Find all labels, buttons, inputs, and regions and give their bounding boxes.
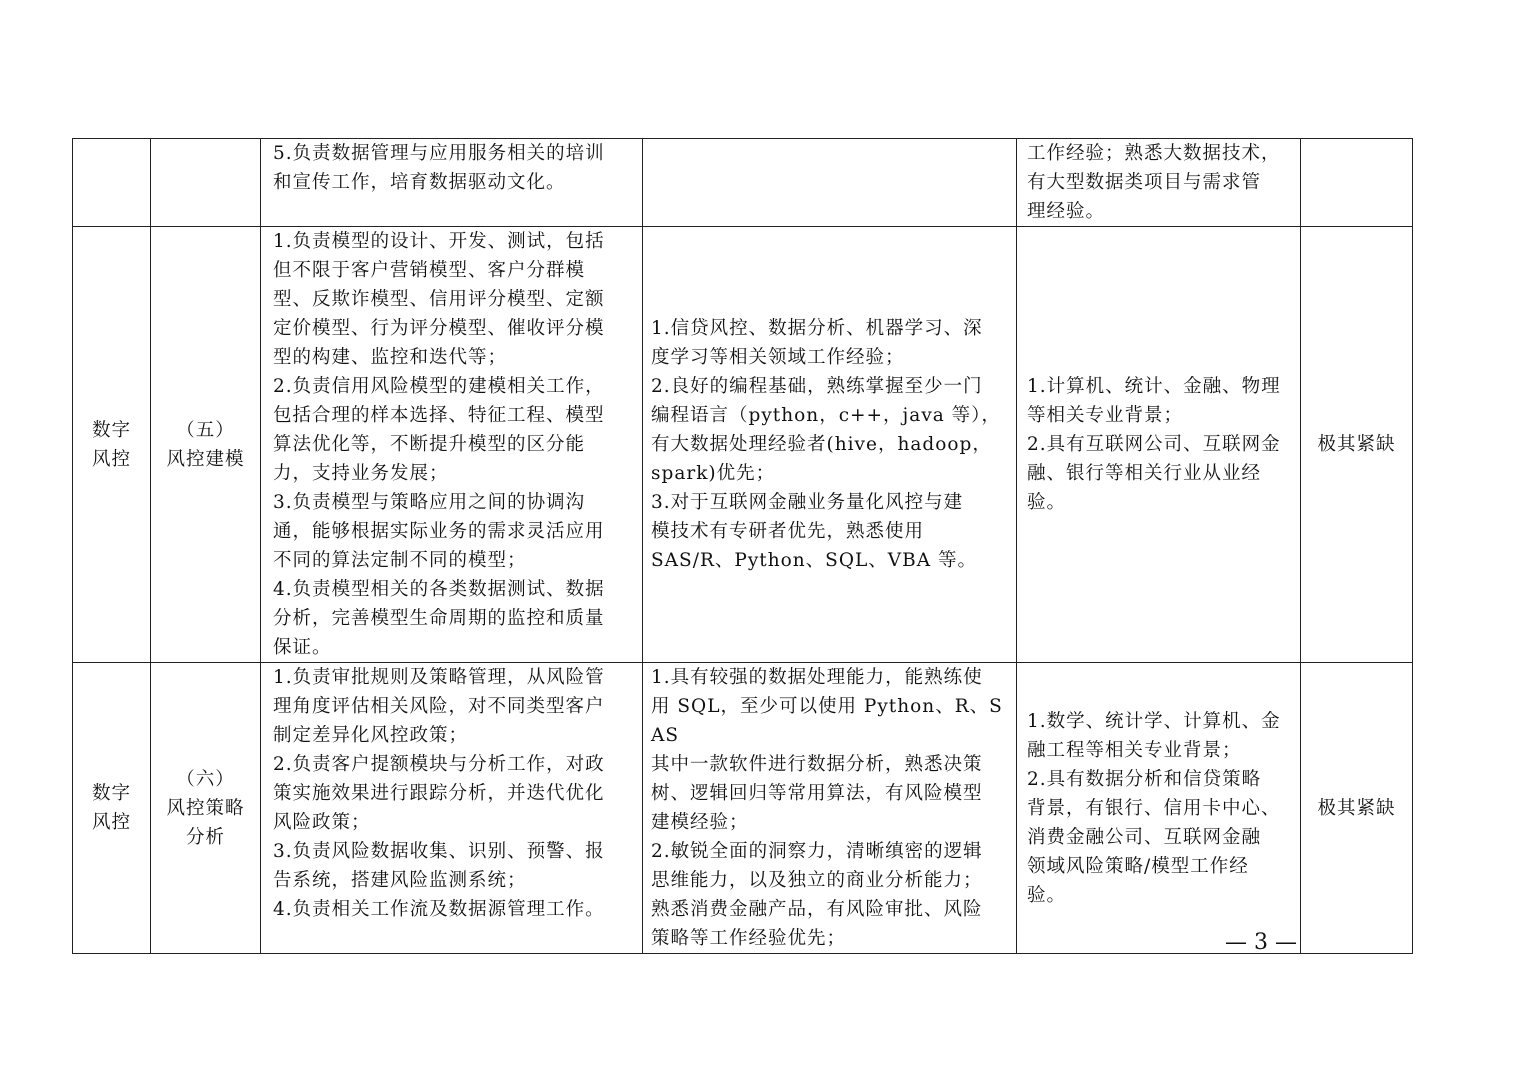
- table-row: [73, 663, 1413, 954]
- duties-cell: [261, 227, 643, 663]
- duty-line: 分析，完善模型生命周期的监控和质量: [273, 608, 605, 629]
- requirement-line: SAS/R、Python、SQL、VBA 等。: [651, 550, 977, 571]
- requirement-line: 编程语言（python，c++，java 等），: [651, 405, 1001, 426]
- duty-line: 不同的算法定制不同的模型；: [273, 550, 527, 571]
- requirements-cell: [643, 139, 1017, 227]
- background-line: 有大型数据类项目与需求管: [1027, 172, 1262, 193]
- duty-line: 型的构建、监控和迭代等；: [273, 347, 508, 368]
- position-line: 风控策略: [166, 797, 245, 819]
- duty-line: 保证。: [273, 637, 332, 658]
- duty-line: 3.负责模型与策略应用之间的协调沟: [273, 492, 586, 513]
- position-line: （六）: [176, 768, 235, 790]
- category-cell: [73, 139, 151, 227]
- background-cell: [1017, 227, 1301, 663]
- duty-line: 理角度评估相关风险，对不同类型客户: [273, 696, 605, 717]
- table-row: [73, 227, 1413, 663]
- background-line: 背景，有银行、信用卡中心、: [1027, 797, 1281, 819]
- background-line: 验。: [1027, 492, 1067, 513]
- background-line: 2.具有数据分析和信贷策略: [1027, 768, 1262, 790]
- position-cell: [151, 663, 261, 954]
- duties-cell: [261, 663, 643, 954]
- duty-line: 算法优化等，不断提升模型的区分能: [273, 434, 586, 455]
- talent-demand-table: [72, 138, 1413, 954]
- category-line: 数字: [91, 419, 131, 441]
- background-cell: [1017, 139, 1301, 227]
- background-cell: [1017, 663, 1301, 954]
- duty-line: 和宣传工作，培育数据驱动文化。: [273, 172, 566, 193]
- background-line: 验。: [1027, 884, 1067, 906]
- table-row: [73, 139, 1413, 227]
- duty-line: 通，能够根据实际业务的需求灵活应用: [273, 521, 605, 542]
- duty-line: 5.负责数据管理与应用服务相关的培训: [273, 143, 605, 164]
- position-line: 分析: [185, 826, 225, 848]
- background-line: 消费金融公司、互联网金融: [1027, 826, 1262, 848]
- requirement-line: 思维能力，以及独立的商业分析能力；: [651, 870, 983, 891]
- requirement-line: spark)优先；: [651, 463, 776, 484]
- duty-line: 制定差异化风控政策；: [273, 725, 469, 746]
- requirement-line: 度学习等相关领域工作经验；: [651, 347, 905, 368]
- requirements-cell: [643, 663, 1017, 954]
- background-line: 2.具有互联网公司、互联网金: [1027, 434, 1281, 455]
- requirement-line: 有大数据处理经验者(hive，hadoop，: [651, 434, 992, 455]
- category-line: 数字: [91, 783, 131, 804]
- requirements-cell: [643, 227, 1017, 663]
- duty-line: 2.负责客户提额模块与分析工作，对政: [273, 754, 605, 775]
- duty-line: 2.负责信用风险模型的建模相关工作，: [273, 376, 605, 397]
- position-line: （五）: [176, 419, 235, 441]
- scarcity-cell: [1301, 139, 1413, 227]
- category-cell: [73, 227, 151, 663]
- position-cell: [151, 139, 261, 227]
- requirement-line: 模技术有专研者优先，熟悉使用: [651, 521, 925, 542]
- duty-line: 策实施效果进行跟踪分析，并迭代优化: [273, 783, 605, 804]
- background-line: 工作经验；熟悉大数据技术，: [1027, 143, 1281, 164]
- page-number: — 3 —: [1225, 930, 1297, 955]
- background-line: 融工程等相关专业背景；: [1027, 739, 1242, 761]
- duty-line: 包括合理的样本选择、特征工程、模型: [273, 405, 605, 426]
- category-line: 风控: [91, 812, 131, 833]
- background-line: 1.数学、统计学、计算机、金: [1027, 710, 1281, 732]
- requirement-line: 3.对于互联网金融业务量化风控与建: [651, 492, 964, 513]
- scarcity-cell: 极其紧缺: [1301, 227, 1413, 663]
- category-cell: [73, 663, 151, 954]
- position-line: 风控建模: [166, 448, 245, 470]
- position-cell: [151, 227, 261, 663]
- background-line: 融、银行等相关行业从业经: [1027, 463, 1262, 484]
- requirement-line: 建模经验；: [651, 812, 749, 833]
- requirement-line: 熟悉消费金融产品，有风险审批、风险: [651, 899, 983, 920]
- background-line: 领域风险策略/模型工作经: [1027, 855, 1249, 877]
- duty-line: 风险政策；: [273, 812, 371, 833]
- requirement-line: 树、逻辑回归等常用算法，有风险模型: [651, 783, 983, 804]
- duty-line: 力，支持业务发展；: [273, 463, 449, 484]
- duty-line: 4.负责模型相关的各类数据测试、数据: [273, 579, 605, 600]
- duty-line: 4.负责相关工作流及数据源管理工作。: [273, 899, 605, 920]
- requirement-line: 其中一款软件进行数据分析，熟悉决策: [651, 754, 983, 775]
- requirement-line: 2.良好的编程基础，熟练掌握至少一门: [651, 376, 983, 397]
- duty-line: 型、反欺诈模型、信用评分模型、定额: [273, 289, 605, 310]
- background-line: 等相关专业背景；: [1027, 405, 1184, 426]
- requirement-line: 1.信贷风控、数据分析、机器学习、深: [651, 318, 983, 339]
- duty-line: 3.负责风险数据收集、识别、预警、报: [273, 841, 605, 862]
- requirement-line: 用 SQL，至少可以使用 Python、R、SAS: [651, 696, 1003, 746]
- requirement-line: 策略等工作经验优先；: [651, 928, 847, 949]
- scarcity-cell: 极其紧缺: [1301, 663, 1413, 954]
- duty-line: 告系统，搭建风险监测系统；: [273, 870, 527, 891]
- requirement-line: 1.具有较强的数据处理能力，能熟练使: [651, 667, 983, 688]
- background-line: 1.计算机、统计、金融、物理: [1027, 376, 1281, 397]
- duty-line: 但不限于客户营销模型、客户分群模: [273, 260, 586, 281]
- duty-line: 1.负责审批规则及策略管理，从风险管: [273, 667, 605, 688]
- duty-line: 1.负责模型的设计、开发、测试，包括: [273, 231, 605, 252]
- category-line: 风控: [91, 448, 131, 470]
- requirement-line: 2.敏锐全面的洞察力，清晰缜密的逻辑: [651, 841, 983, 862]
- background-line: 理经验。: [1027, 201, 1106, 222]
- duties-cell: [261, 139, 643, 227]
- duty-line: 定价模型、行为评分模型、催收评分模: [273, 318, 605, 339]
